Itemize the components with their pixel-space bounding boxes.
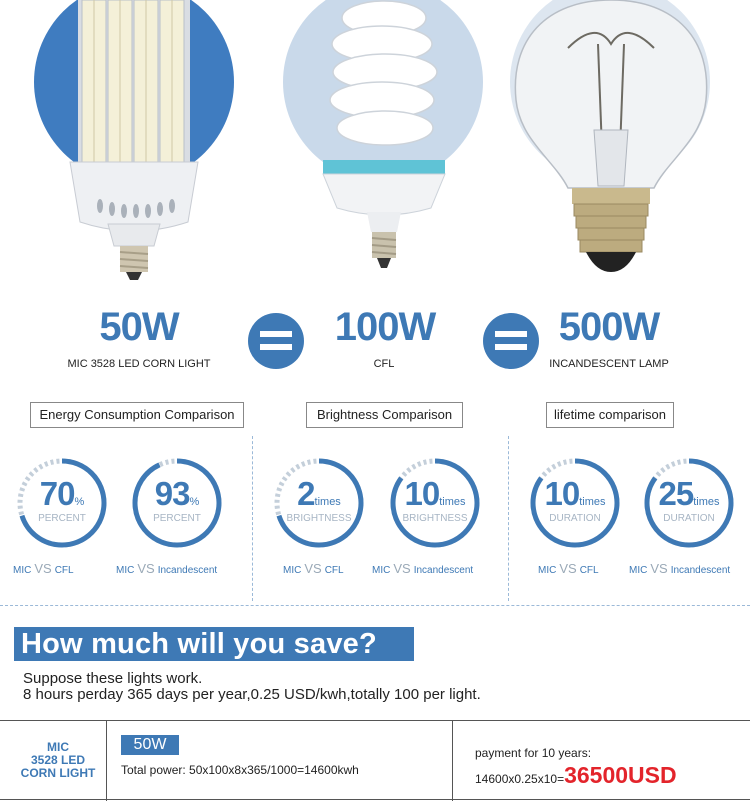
gauge	[129, 455, 225, 551]
divider	[508, 436, 509, 601]
divider	[252, 436, 253, 601]
gauge-value	[271, 475, 367, 513]
comparison-item: MIC	[13, 565, 32, 576]
gauge-number: 70	[39, 475, 75, 512]
gauge-number: 93	[154, 475, 190, 512]
table-divider	[106, 721, 107, 801]
comparison-caption	[116, 561, 217, 576]
comparison-item: Incandescent	[670, 565, 731, 576]
assumption-line-1: Suppose these lights work.	[23, 670, 203, 687]
product-label: MIC 3528 LED CORN LIGHT	[20, 740, 96, 780]
vs-label: VS	[304, 561, 322, 576]
wattage-led: 50W	[99, 305, 179, 349]
payment-result: 36500USD	[564, 762, 677, 788]
comparison-item: MIC	[283, 565, 302, 576]
gauge	[527, 455, 623, 551]
comparison-item: CFL	[579, 565, 599, 576]
comparison-caption	[538, 561, 599, 576]
cfl-bulb-image	[279, 0, 489, 290]
gauge	[641, 455, 737, 551]
savings-heading: How much will you save?	[14, 627, 414, 661]
wattage-badge: 50W	[121, 735, 179, 755]
gauge-label: PERCENT	[153, 513, 201, 524]
cfl-spiral-bulb-icon	[279, 0, 489, 290]
comparison-caption	[372, 561, 473, 576]
gauge	[271, 455, 367, 551]
comparison-item: CFL	[54, 565, 74, 576]
lifetime-comparison-title: lifetime comparison	[546, 402, 674, 428]
vs-label: VS	[393, 561, 411, 576]
gauge-number: 25	[658, 475, 694, 512]
comparison-caption	[283, 561, 344, 576]
incandescent-bulb-icon	[506, 0, 716, 290]
wattage-incandescent: 500W	[558, 305, 660, 349]
gauge-label: DURATION	[663, 513, 715, 524]
vs-label: VS	[34, 561, 52, 576]
incandescent-bulb-image	[506, 0, 716, 290]
comparison-item: MIC	[116, 565, 135, 576]
divider	[0, 605, 750, 606]
comparison-item: MIC	[538, 565, 557, 576]
gauge-unit: %	[189, 496, 200, 508]
gauge-unit: times	[579, 496, 606, 508]
vs-label: VS	[559, 561, 577, 576]
gauge-unit: times	[314, 496, 341, 508]
comparison-item: Incandescent	[157, 565, 218, 576]
gauge-number: 2	[297, 475, 315, 512]
comparison-item: CFL	[324, 565, 344, 576]
gauge-unit: %	[74, 496, 85, 508]
total-power: Total power: 50x100x8x365/1000=14600kwh	[121, 763, 359, 777]
gauge-label: DURATION	[549, 513, 601, 524]
gauge-value	[387, 475, 483, 513]
table-divider	[452, 721, 453, 801]
comparison-item: MIC	[629, 565, 648, 576]
gauge-value	[129, 475, 225, 513]
payment-calculation	[475, 762, 677, 789]
gauge	[387, 455, 483, 551]
led-corn-bulb-image	[30, 0, 240, 290]
gauge-label: PERCENT	[38, 513, 86, 524]
gauge	[14, 455, 110, 551]
comparison-caption	[13, 561, 74, 576]
gauge-label: BRIGHTNESS	[286, 513, 352, 524]
led-corn-bulb-icon	[30, 0, 240, 290]
payment-formula: 14600x0.25x10=	[475, 772, 565, 786]
gauge-unit: times	[693, 496, 720, 508]
assumption-line-2: 8 hours perday 365 days per year,0.25 USD/kwh,totally 100 per light.	[23, 686, 481, 703]
gauge-label: BRIGHTNESS	[402, 513, 468, 524]
name-led: MIC 3528 LED CORN LIGHT	[67, 358, 211, 370]
name-cfl: CFL	[373, 358, 395, 370]
equals-icon	[248, 313, 304, 369]
gauge-value	[527, 475, 623, 513]
gauge-value	[641, 475, 737, 513]
payment-label: payment for 10 years:	[475, 746, 592, 760]
savings-table	[0, 720, 750, 800]
comparison-item: MIC	[372, 565, 391, 576]
gauge-value	[14, 475, 110, 513]
gauge-number: 10	[544, 475, 580, 512]
gauge-unit: times	[439, 496, 466, 508]
name-incandescent: INCANDESCENT LAMP	[549, 358, 669, 370]
comparison-caption	[629, 561, 730, 576]
comparison-item: Incandescent	[413, 565, 474, 576]
wattage-cfl: 100W	[334, 305, 436, 349]
vs-label: VS	[650, 561, 668, 576]
gauge-number: 10	[404, 475, 440, 512]
energy-comparison-title: Energy Consumption Comparison	[30, 402, 244, 428]
vs-label: VS	[137, 561, 155, 576]
brightness-comparison-title: Brightness Comparison	[306, 402, 463, 428]
